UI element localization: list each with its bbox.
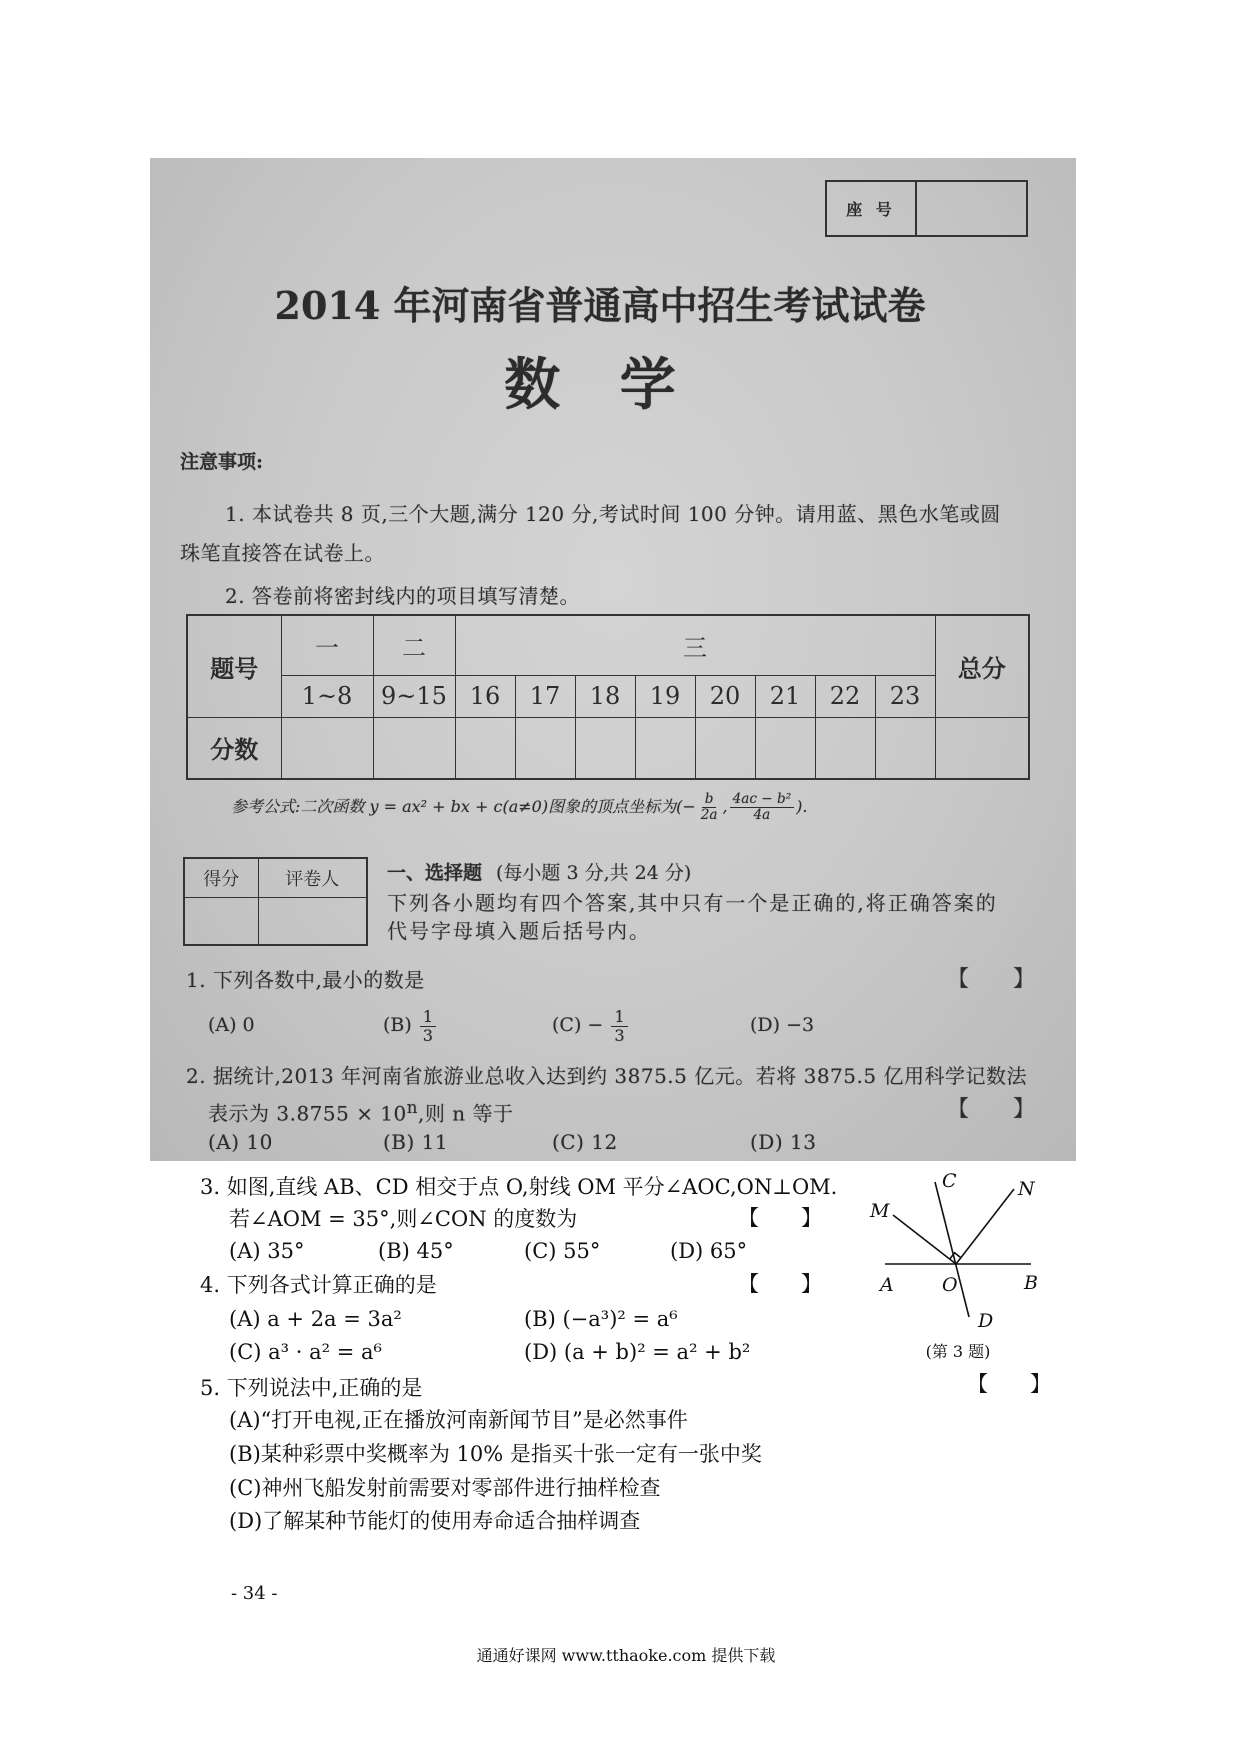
q2-stem-line-1: 2. 据统计,2013 年河南省旅游业总收入达到约 3875.5 亿元。若将 3875.5 亿用科学记数法 [186,1064,1027,1088]
line-cd [935,1182,969,1317]
q5-answer-bracket: 【 】 [967,1372,1051,1396]
part-1-header: 一 [281,615,373,675]
fraction-denominator: 4a [753,806,771,823]
ray-on [956,1189,1014,1264]
range-cell: 21 [755,675,815,717]
q2-option-c: (C) 12 [552,1130,618,1154]
score-cell [455,717,515,779]
grader-label: 评卷人 [258,858,367,897]
q2-option-b: (B) 11 [383,1130,449,1154]
q2-option-a: (A) 10 [208,1130,273,1154]
q3-option-c: (C) 55° [524,1239,601,1263]
q5-stem: 5. 下列说法中,正确的是 [200,1376,423,1400]
download-footer: 通通好课网 www.tthaoke.com 提供下载 [476,1646,776,1665]
q1-option-c [552,1006,630,1046]
q4-stem: 4. 下列各式计算正确的是 [200,1273,437,1297]
option-value: 0 [242,1014,255,1037]
option-label: (B) [383,1014,412,1037]
range-cell: 20 [695,675,755,717]
figure-caption: (第 3 题) [925,1342,991,1361]
q5-option-c: (C)神州飞船发射前需要对零部件进行抽样检查 [229,1476,661,1500]
part-3-header: 三 [455,615,935,675]
section-1-note: (每小题 3 分,共 24 分) [496,862,692,884]
range-cell: 1~8 [281,675,373,717]
label-n: N [1018,1178,1035,1200]
fraction-denominator: 2a [700,806,718,823]
q3-stem-line-1: 3. 如图,直线 AB、CD 相交于点 O,射线 OM 平分∠AOC,ON⊥OM. [200,1175,838,1199]
q1-answer-bracket: 【 】 [947,967,1036,992]
q4-option-c: (C) a³ · a² = a⁶ [229,1340,382,1364]
fraction-denominator: 3 [614,1025,625,1045]
q5-option-b: (B)某种彩票中奖概率为 10% 是指买十张一定有一张中奖 [229,1442,762,1466]
formula-prefix: 参考公式:二次函数 y = ax² + bx + c(a≠0)图象的顶点坐标为 [231,797,677,817]
q5-option-a: (A)“打开电视,正在播放河南新闻节目”是必然事件 [229,1408,688,1432]
notice-item-1-line-1: 1. 本试卷共 8 页,三个大题,满分 120 分,考试时间 100 分钟。请用蓝、黑色水笔或圆 [225,502,1001,526]
range-cell: 23 [875,675,935,717]
label-m: M [870,1200,890,1222]
fraction-numerator: 4ac − b² [730,792,795,808]
fraction-numerator: 1 [420,1008,436,1027]
q1-option-a [208,1006,255,1046]
range-cell: 19 [635,675,695,717]
option-label: (C) − [552,1014,604,1037]
q4-option-d: (D) (a + b)² = a² + b² [524,1340,751,1364]
subject-title: 数 学 [504,352,696,418]
q3-figure [860,1165,1050,1365]
range-cell: 16 [455,675,515,717]
label-d: D [978,1310,994,1332]
option-label: (A) [208,1014,237,1037]
section-1-desc-line-1: 下列各小题均有四个答案,其中只有一个是正确的,将正确答案的 [387,891,998,915]
score-cell [515,717,575,779]
q3-option-d: (D) 65° [670,1239,748,1263]
seat-number-box [825,180,1028,237]
label-o: O [942,1274,958,1296]
notice-item-1-line-2: 珠笔直接答在试卷上。 [180,541,385,565]
total-score-cell [935,717,1029,779]
grader-table [183,857,368,946]
score-cell [373,717,455,779]
q1-option-d [750,1006,814,1046]
q3-answer-bracket: 【 】 [738,1206,822,1230]
score-cell [815,717,875,779]
reference-formula [231,792,807,823]
q2-answer-bracket: 【 】 [947,1097,1036,1122]
q2-stem-exponent: n [406,1098,418,1117]
question-number-label: 题号 [187,615,281,717]
q1-stem: 1. 下列各数中,最小的数是 [186,968,425,992]
range-cell: 22 [815,675,875,717]
notice-item-2: 2. 答卷前将密封线内的项目填写清楚。 [225,584,580,608]
score-label: 得分 [184,858,258,897]
ray-om [893,1215,956,1264]
score-cell [875,717,935,779]
page-number: - 34 - [231,1583,278,1604]
formula-separator: , [722,797,728,817]
score-row-label: 分数 [187,717,281,779]
fraction-numerator: b [702,792,717,808]
range-cell: 18 [575,675,635,717]
q4-option-a: (A) a + 2a = 3a² [229,1307,402,1331]
score-cell [695,717,755,779]
q5-option-d: (D)了解某种节能灯的使用寿命适合抽样调查 [229,1509,641,1533]
option-value: −3 [786,1014,815,1037]
option-fraction [611,1008,627,1045]
q1-option-b [383,1006,438,1046]
q3-option-b: (B) 45° [378,1239,454,1263]
range-cell: 17 [515,675,575,717]
seat-number-label: 座 号 [827,182,917,235]
q2-stem-prefix: 表示为 3.8755 × 10 [208,1101,407,1126]
grader-value-cell [258,897,367,945]
option-fraction [420,1008,436,1045]
section-1-heading [387,862,691,886]
q2-stem-line-2 [208,1098,513,1127]
q4-option-b: (B) (−a³)² = a⁶ [524,1307,678,1331]
fraction-denominator: 3 [422,1025,434,1045]
q3-option-a: (A) 35° [229,1239,305,1263]
label-a: A [880,1274,894,1296]
fraction-numerator: 1 [611,1008,627,1027]
formula-fraction-1 [698,792,721,823]
score-cell [575,717,635,779]
section-1-desc-line-2: 代号字母填入题后括号内。 [387,919,651,943]
q2-option-d: (D) 13 [750,1130,817,1154]
label-b: B [1024,1272,1038,1294]
range-cell: 9~15 [373,675,455,717]
q2-stem-suffix: ,则 n 等于 [418,1101,514,1126]
section-1-title: 一、选择题 [387,862,483,884]
part-2-header: 二 [373,615,455,675]
score-cell [281,717,373,779]
total-score-label: 总分 [935,615,1029,717]
seat-number-value [917,182,1026,235]
score-table [186,614,1030,780]
exam-title: 2014 年河南省普通高中招生考试试卷 [274,283,926,328]
formula-open: (− [676,797,696,817]
right-angle-mark [950,1253,961,1259]
q3-stem-line-2: 若∠AOM = 35°,则∠CON 的度数为 [229,1207,578,1231]
score-cell [755,717,815,779]
score-cell [635,717,695,779]
option-label: (D) [750,1014,781,1037]
notice-heading: 注意事项: [180,451,264,473]
label-c: C [942,1170,957,1192]
q4-answer-bracket: 【 】 [738,1272,822,1296]
formula-fraction-2 [730,792,795,823]
formula-close: ). [796,797,808,817]
scanned-exam-photo [150,158,1076,1161]
score-value-cell [184,897,258,945]
